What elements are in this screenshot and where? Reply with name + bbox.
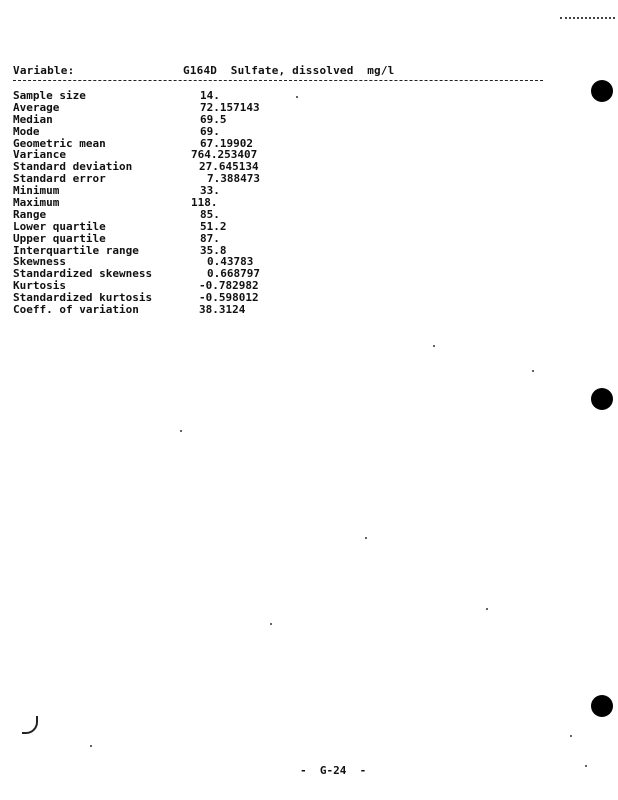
- scan-speck: [365, 537, 367, 539]
- stat-label: Median: [13, 112, 53, 126]
- stat-label: Interquartile range: [13, 243, 139, 257]
- page-number: - G-24 -: [300, 764, 367, 777]
- stat-label: Sample size: [13, 89, 86, 102]
- stat-label: Maximum: [13, 196, 60, 210]
- stat-label: Coeff. of variation: [13, 303, 139, 317]
- stat-value: 0.43783: [207, 255, 254, 269]
- stat-label: Mode: [13, 124, 40, 138]
- stat-value: 51.2: [200, 219, 227, 233]
- stat-value: 35.8: [200, 243, 227, 257]
- stat-label: Skewness: [13, 255, 66, 269]
- stat-value: 67.19902: [200, 136, 253, 150]
- stat-value: 764.253407: [191, 148, 258, 162]
- variable-name: G164D Sulfate, dissolved mg/l: [183, 64, 395, 77]
- stat-value: -0.782982: [199, 279, 259, 293]
- scan-speck: [570, 735, 572, 737]
- punch-hole: [591, 695, 613, 717]
- stat-row-lower-quartile: [13, 219, 227, 233]
- stat-row-upper-quartile: [13, 231, 220, 245]
- stat-value: 72.157143: [200, 100, 260, 114]
- stat-value: 0.668797: [207, 267, 260, 281]
- stat-row-mode: [13, 124, 220, 138]
- scan-speck: [180, 430, 182, 432]
- stat-label: Standard deviation: [13, 160, 133, 174]
- stat-value: 38.3124: [199, 303, 246, 317]
- stat-value: 14.: [200, 89, 220, 102]
- scan-speck: [270, 623, 272, 625]
- stat-label: Lower quartile: [13, 219, 106, 233]
- stat-value: -0.598012: [199, 291, 259, 305]
- scan-speck: [486, 608, 488, 610]
- scan-artifact-dash: [560, 17, 615, 19]
- stat-row-range: [13, 207, 220, 221]
- stat-value: 33.: [200, 184, 220, 198]
- scan-speck: [532, 370, 534, 372]
- stat-label: Range: [13, 207, 47, 221]
- stat-value: 69.: [200, 124, 220, 138]
- stat-value: 85.: [200, 207, 220, 221]
- stat-label: Standardized kurtosis: [13, 291, 153, 305]
- stat-label: Geometric mean: [13, 136, 106, 150]
- stat-value: 69.5: [200, 112, 227, 126]
- punch-hole: [591, 388, 613, 410]
- stat-value: 118.: [191, 196, 218, 210]
- stat-label: Minimum: [13, 184, 60, 198]
- stat-label: Standardized skewness: [13, 267, 153, 281]
- variable-label: Variable:: [13, 64, 75, 77]
- stat-row-median: [13, 112, 227, 126]
- stat-label: Standard error: [13, 172, 106, 186]
- pen-mark: [22, 716, 38, 734]
- summary-statistics-list: [13, 89, 260, 317]
- stat-value: 87.: [200, 231, 220, 245]
- stat-label: Variance: [13, 148, 66, 162]
- stat-label: Upper quartile: [13, 231, 106, 245]
- stat-row-coeff-of-variation: [13, 303, 246, 317]
- scan-speck: [433, 345, 435, 347]
- stat-row-average: [13, 100, 260, 114]
- punch-hole: [591, 80, 613, 102]
- stat-value: 7.388473: [207, 172, 260, 186]
- stat-value: 27.645134: [199, 160, 259, 174]
- scan-speck: [296, 96, 298, 98]
- scan-speck: [90, 745, 92, 747]
- stat-label: Kurtosis: [13, 279, 66, 293]
- scan-speck: [585, 765, 587, 767]
- header-divider: [13, 80, 543, 81]
- stat-label: Average: [13, 100, 60, 114]
